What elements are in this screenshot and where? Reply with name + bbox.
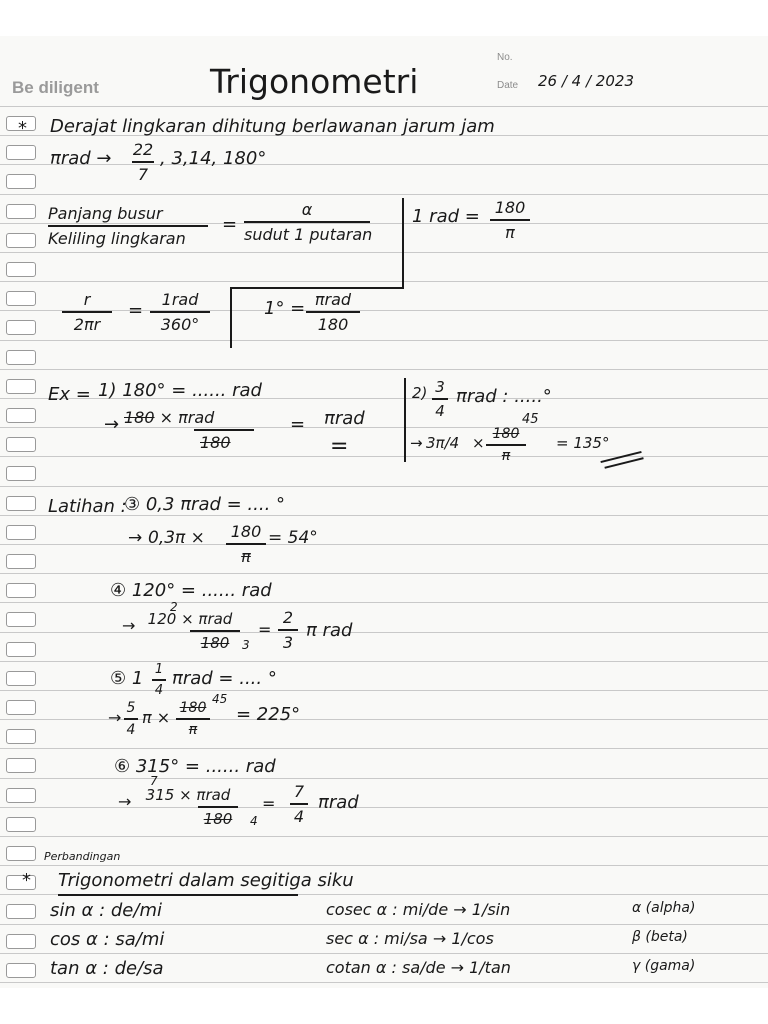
latihan-a4-arrow: → (122, 616, 136, 635)
latihan-label: Latihan : (48, 496, 127, 517)
binder-hole (6, 174, 36, 189)
angle-ratio-fraction: α sudut 1 putaran (244, 200, 373, 244)
greek-letter: β (beta) (632, 929, 688, 946)
radius-fraction: r 2πr (62, 290, 112, 334)
rad-360-fraction: 1rad 360° (150, 290, 210, 334)
date-value: 26 / 4 / 2023 (538, 72, 634, 90)
example-s1-result: πrad (324, 408, 365, 429)
trig-function: tan α : de/sa (50, 958, 164, 980)
binder-hole (6, 204, 36, 219)
trig-reciprocal: cotan α : sa/de → 1/tan (326, 958, 511, 978)
ruled-line (0, 690, 768, 691)
binder-hole (6, 758, 36, 773)
binder-hole (6, 875, 36, 890)
ruled-line (0, 778, 768, 779)
latihan-a5-arrow: → (108, 708, 122, 727)
latihan-a4-den-mark: 3 (242, 638, 250, 652)
binder-hole (6, 612, 36, 627)
example-s1-arrow: → (104, 414, 120, 435)
one-degree-label: 1° = (264, 298, 306, 319)
binder-hole (6, 642, 36, 657)
binder-hole (6, 496, 36, 511)
ruled-line (0, 456, 768, 457)
ruled-line (0, 340, 768, 341)
ruled-line (0, 748, 768, 749)
binder-hole (6, 788, 36, 803)
latihan-a5-top: 45 (212, 692, 228, 706)
ruled-line (0, 106, 768, 107)
example-s2-top: 45 (522, 412, 539, 427)
example-s1-underline: = (330, 434, 349, 459)
example-divider (404, 378, 406, 462)
binder-hole (6, 817, 36, 832)
latihan-a6-top: 7 (150, 774, 158, 788)
box1-equals: = (222, 214, 238, 235)
binder-hole (6, 291, 36, 306)
date-label: Date (497, 80, 519, 91)
box2-equals: = (128, 300, 144, 321)
example-q2-rest: πrad : .....° (456, 386, 552, 407)
one-rad-fraction: 180 π (490, 198, 530, 242)
page-title: Trigonometri (210, 62, 419, 101)
example-s1-equals: = (290, 414, 306, 435)
trig-reciprocal: sec α : mi/sa → 1/cos (326, 929, 494, 949)
binder-hole (6, 583, 36, 598)
ruled-line (0, 661, 768, 662)
latihan-a6-arrow: → (118, 792, 132, 811)
greek-letter: α (alpha) (632, 900, 696, 916)
latihan-a5-result: = 225° (236, 704, 301, 725)
binder-hole (6, 408, 36, 423)
ruled-line (0, 252, 768, 253)
latihan-a4-fraction: 120 × πrad 180 (140, 610, 240, 652)
ruled-line (0, 281, 768, 282)
box1-right-border (402, 198, 404, 288)
binder-hole (6, 379, 36, 394)
trig-reciprocal: cosec α : mi/de → 1/sin (326, 900, 511, 919)
perbandingan-bullet: * (22, 870, 31, 891)
ruled-line (0, 544, 768, 545)
latihan-a3-result: = 54° (268, 528, 318, 548)
binder-hole (6, 904, 36, 919)
binder-holes (6, 116, 40, 986)
perbandingan-heading: Perbandingan (44, 850, 121, 863)
latihan-q4: ④ 120° = ...... rad (110, 580, 272, 601)
example-q2-label: 2) (412, 384, 428, 402)
binder-hole (6, 729, 36, 744)
perbandingan-subtitle: Trigonometri dalam segitiga siku (58, 870, 354, 891)
ruled-line (0, 573, 768, 574)
ruled-line (0, 486, 768, 487)
section1-bullet: * (18, 118, 27, 139)
one-rad-label: 1 rad = (412, 206, 480, 227)
binder-hole (6, 554, 36, 569)
binder-hole (6, 320, 36, 335)
latihan-a3-fraction: 180 π (226, 522, 266, 566)
ruled-line (0, 982, 768, 983)
binder-hole (6, 262, 36, 277)
latihan-a6-fraction: 315 × πrad 180 (138, 786, 238, 828)
latihan-q5-label: ⑤ 1 (110, 668, 144, 689)
example-label: Ex = (48, 384, 91, 405)
latihan-a3-arrow: → (128, 528, 143, 548)
example-s1-fraction: 180 × πrad 180 (124, 408, 254, 452)
binder-hole (6, 934, 36, 949)
latihan-a6-unit: πrad (318, 792, 359, 813)
box1-bottom-border (230, 287, 404, 289)
trig-function: sin α : de/mi (50, 900, 162, 921)
binder-hole (6, 233, 36, 248)
ruled-line (0, 924, 768, 925)
notebook-page (0, 36, 768, 988)
latihan-a5-fraction-a: 5 4 (124, 700, 138, 738)
no-label: No. (497, 52, 513, 63)
latihan-a4-top: 2 (170, 600, 178, 614)
one-degree-fraction: πrad 180 (306, 290, 360, 334)
pi-label: πrad → (50, 148, 112, 169)
ruled-line (0, 632, 768, 633)
latihan-q3: ③ 0,3 πrad = .... ° (124, 494, 286, 515)
latihan-q5-fraction: 1 4 (152, 662, 166, 698)
ruled-line (0, 836, 768, 837)
latihan-a5-pi: π × (142, 708, 171, 727)
latihan-a6-den-mark: 4 (250, 814, 258, 828)
ruled-line (0, 602, 768, 603)
ruled-line (0, 369, 768, 370)
trig-function: cos α : sa/mi (50, 929, 165, 951)
section1-line1: Derajat lingkaran dihitung berlawanan jarum jam (50, 116, 495, 137)
binder-hole (6, 525, 36, 540)
ruled-line (0, 310, 768, 311)
binder-hole (6, 437, 36, 452)
binder-hole (6, 846, 36, 861)
example-s2-result: = 135° (556, 434, 610, 452)
latihan-q6: ⑥ 315° = ...... rad (114, 756, 276, 777)
pi-values: , 3,14, 180° (160, 148, 267, 169)
binder-hole (6, 350, 36, 365)
ruled-line (0, 953, 768, 954)
latihan-a4-equals: = (258, 620, 272, 639)
binder-hole (6, 466, 36, 481)
perbandingan-subtitle-underline (58, 894, 298, 896)
latihan-a6-equals: = (262, 794, 276, 813)
latihan-a4-unit: π rad (306, 620, 353, 641)
binder-hole (6, 671, 36, 686)
box2-left-border (230, 288, 232, 348)
ruled-line (0, 194, 768, 195)
arc-ratio-fraction: Panjang busur Keliling lingkaran (48, 204, 208, 248)
latihan-q5-rest: πrad = .... ° (172, 668, 277, 689)
pi-fraction: 22 7 (132, 140, 154, 184)
greek-letter: γ (gama) (632, 958, 696, 975)
latihan-a4-result-fraction: 2 3 (278, 608, 298, 652)
latihan-a5-fraction-b: 180 π (176, 700, 210, 738)
example-q2-fraction: 3 4 (432, 378, 448, 420)
ruled-line (0, 164, 768, 165)
binder-hole (6, 145, 36, 160)
ruled-line (0, 807, 768, 808)
binder-hole (6, 700, 36, 715)
latihan-a3-lhs: 0,3π × (148, 528, 205, 548)
brand-logo: Be diligent (12, 78, 99, 97)
example-q1: 1) 180° = ...... rad (98, 380, 262, 401)
example-s2-mult: × (472, 434, 485, 452)
example-s2-fraction: 180 π (486, 426, 526, 464)
ruled-line (0, 865, 768, 866)
example-s2-arrow: → (410, 434, 423, 452)
binder-hole (6, 963, 36, 978)
example-s2-a: 3π/4 (426, 434, 460, 452)
latihan-a6-result-fraction: 7 4 (290, 782, 308, 826)
